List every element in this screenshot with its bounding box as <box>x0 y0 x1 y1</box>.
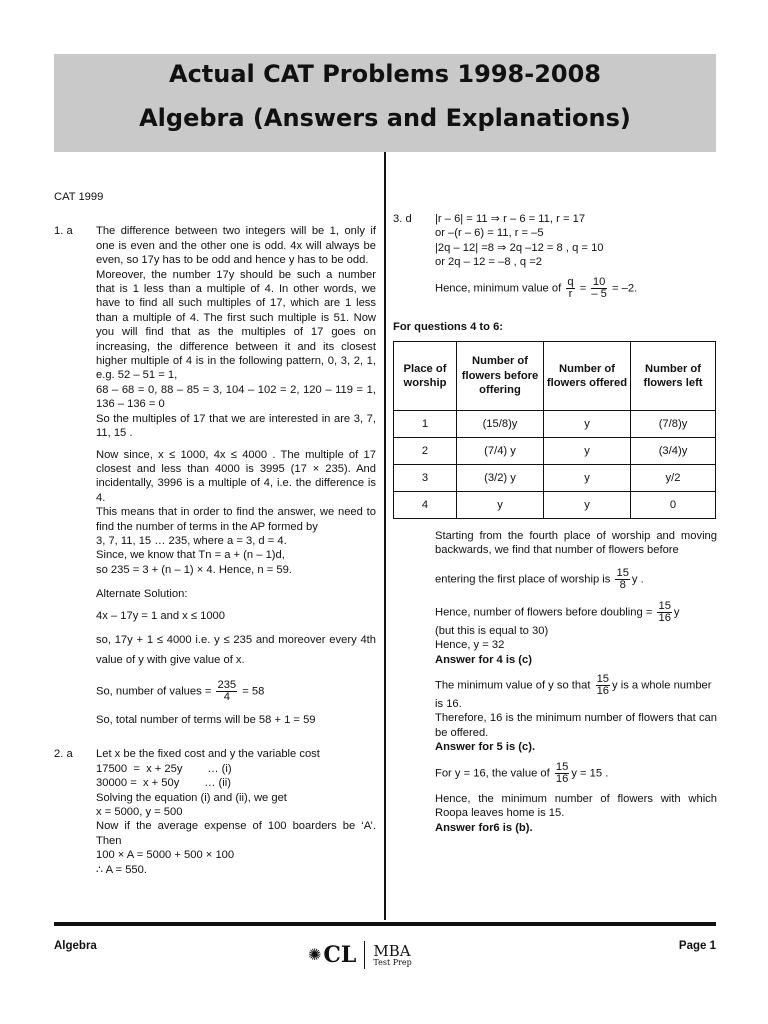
table-cell: y <box>544 465 631 492</box>
paragraph: Starting from the fourth place of worship and moving backwards, we find that number of flowers before <box>435 530 717 557</box>
table-cell: y <box>544 492 631 519</box>
table-cell: (3/4)y <box>631 438 716 465</box>
footer-section-label: Algebra <box>54 940 97 952</box>
answer-5: Answer for 5 is (c). <box>435 741 536 754</box>
fraction: $\frac{15}{8}$ <box>616 566 629 591</box>
column-header: Number of flowers before offering <box>457 342 544 411</box>
paragraph: Since, we know that Tn = a + (n – 1)d, <box>96 549 285 562</box>
table-cell: y/2 <box>631 465 716 492</box>
table-cell: (7/8)y <box>631 411 716 438</box>
paragraph: Moreover, the number 17y should be such a number that is 1 less than a multiple of 4. In other words, we have to find all such multiples of 17, which are 1 less than a multiple of 4. The first such multiple is 51. Now you will find that as the multiples of 17 goes on increasing, the difference between it and its closest higher multiple of 4 is in the following pattern, 0, 3, 2, 1, e.g. 52 – 51 = 1, <box>96 268 376 382</box>
paragraph: 68 – 68 = 0, 88 – 85 = 3, 104 – 102 = 2, 120 – 119 = 1, 136 – 136 = 0 <box>96 383 376 411</box>
title-banner <box>54 54 716 152</box>
answers-4-to-6 <box>435 529 717 835</box>
equation: So, number of values = $\frac{235}{4}$ = 58 <box>96 678 265 703</box>
paragraph: Hence, the minimum number of flowers with which Roopa leaves home is 15. <box>435 792 717 820</box>
equation: ∴ A = 550. <box>96 863 147 876</box>
left-column <box>54 190 376 877</box>
question-3-answer <box>393 212 717 300</box>
question-number: 2. a <box>54 748 73 761</box>
paragraph: So, total number of terms will be 58 + 1 = 59 <box>96 713 316 726</box>
right-column <box>393 212 717 835</box>
question-2-answer <box>54 747 376 877</box>
paragraph: 3, 7, 11, 15 … 235, where a = 3, d = 4. <box>96 534 287 547</box>
table-header-row <box>394 342 716 411</box>
section-heading: CAT 1999 <box>54 191 104 203</box>
table-cell: y <box>457 492 544 519</box>
equation: entering the first place of worship is $\frac{15}{8}$ y . <box>435 566 644 591</box>
fraction: $\frac{10}{- 5}$ <box>591 275 607 300</box>
table-cell: y <box>544 411 631 438</box>
paragraph: Therefore, 16 is the minimum number of flowers that can be offered. <box>435 712 717 739</box>
logo-mba: MBA Test Prep <box>373 941 412 967</box>
column-header: Number of flowers left <box>631 342 716 411</box>
paragraph: Now if the average expense of 100 boarders be ‘A’. Then <box>96 820 376 847</box>
equation: |2q – 12| =8 ⇒ 2q –12 = 8 , q = 10 <box>435 241 604 254</box>
table-cell: (15/8)y <box>457 411 544 438</box>
logo-separator <box>364 941 365 969</box>
table-row <box>394 411 716 438</box>
question-number: 3. d <box>393 213 412 225</box>
fraction: $\frac{15}{16}$ <box>555 760 569 785</box>
page-title: Actual CAT Problems 1998-2008 <box>169 60 601 88</box>
equation: 4x – 17y = 1 and x ≤ 1000 <box>96 609 225 622</box>
table-cell: 2 <box>394 438 457 465</box>
question-1-answer <box>54 224 376 727</box>
paragraph: So the multiples of 17 that we are interested in are 3, 7, 11, 15 . <box>96 412 376 440</box>
answer-4: Answer for 4 is (c) <box>435 653 532 666</box>
table-cell: 0 <box>631 492 716 519</box>
equation: 30000 = x + 50y … (ii) <box>96 777 231 790</box>
answer-6: Answer for6 is (b). <box>435 821 533 834</box>
equation: 100 × A = 5000 + 500 × 100 <box>96 849 235 862</box>
paragraph: so 235 = 3 + (n – 1) × 4. Hence, n = 59. <box>96 563 292 576</box>
footer-rule <box>54 922 716 926</box>
equation: For y = 16, the value of $\frac{15}{16}$ y = 15 . <box>435 760 609 785</box>
page-subtitle: Algebra (Answers and Explanations) <box>139 104 631 132</box>
table-intro: For questions 4 to 6: <box>393 320 504 333</box>
fraction: $\frac{235}{4}$ <box>217 678 237 703</box>
table-cell: y <box>544 438 631 465</box>
column-header: Place of worship <box>394 342 457 411</box>
flowers-table <box>393 341 716 519</box>
equation: 17500 = x + 25y … (i) <box>96 762 232 775</box>
equation: Hence, number of flowers before doubling = $\frac{15}{16}$ y <box>435 599 680 624</box>
paragraph: Now since, x ≤ 1000, 4x ≤ 4000 . The multiple of 17 closest and less than 4000 is 3995 (17 × 235). And incidentally, 3996 is a multiple of 4, i.e. the difference is 4. <box>96 448 376 504</box>
table-row <box>394 492 716 519</box>
table-cell: (7/4) y <box>457 438 544 465</box>
paragraph: (but this is equal to 30) <box>435 624 549 637</box>
fraction: $\frac{15}{16}$ <box>658 599 671 624</box>
fraction: $\frac{15}{16}$ <box>596 673 610 698</box>
swirl-icon: ✺ <box>308 947 322 964</box>
paragraph: is 16. <box>435 698 462 711</box>
column-header: Number of flowers offered <box>544 342 631 411</box>
fraction: $\frac{q}{r}$ <box>567 275 574 300</box>
paragraph: The difference between two integers will be 1, only if one is even and the other one is odd. 4x will always be even, so 17y has to be odd and hence y has to be odd. <box>96 225 376 267</box>
paragraph: This means that in order to find the answer, we need to find the number of terms in the AP formed by <box>96 506 376 533</box>
logo-cl: CL <box>323 942 357 968</box>
paragraph: Let x be the fixed cost and y the variable cost <box>96 748 320 761</box>
equation: Hence, minimum value of $\frac{q}{r}$ = $\frac{10}{- 5}$ = –2. <box>435 275 638 300</box>
publisher-logo <box>308 940 412 970</box>
paragraph: Hence, y = 32 <box>435 639 505 652</box>
equation: x = 5000, y = 500 <box>96 806 183 818</box>
table-cell: (3/2) y <box>457 465 544 492</box>
page-number: Page 1 <box>678 940 716 952</box>
table-row <box>394 438 716 465</box>
equation: or –(r – 6) = 11, r = –5 <box>435 227 544 240</box>
table-cell: 4 <box>394 492 457 519</box>
paragraph: so, 17y + 1 ≤ 4000 i.e. y ≤ 235 and moreover every 4th value of y with give value of x. <box>96 633 376 666</box>
question-number: 1. a <box>54 225 73 238</box>
table-row <box>394 465 716 492</box>
paragraph: Solving the equation (i) and (ii), we get <box>96 791 287 804</box>
equation: or 2q – 12 = –8 , q =2 <box>435 256 542 269</box>
equation: The minimum value of y so that $\frac{15}{16}$ y is a whole number <box>435 673 712 698</box>
equation: |r – 6| = 11 ⇒ r – 6 = 11, r = 17 <box>435 213 586 225</box>
table-cell: 1 <box>394 411 457 438</box>
table-cell: 3 <box>394 465 457 492</box>
alternate-solution-heading: Alternate Solution: <box>96 588 188 601</box>
column-divider <box>384 152 386 920</box>
